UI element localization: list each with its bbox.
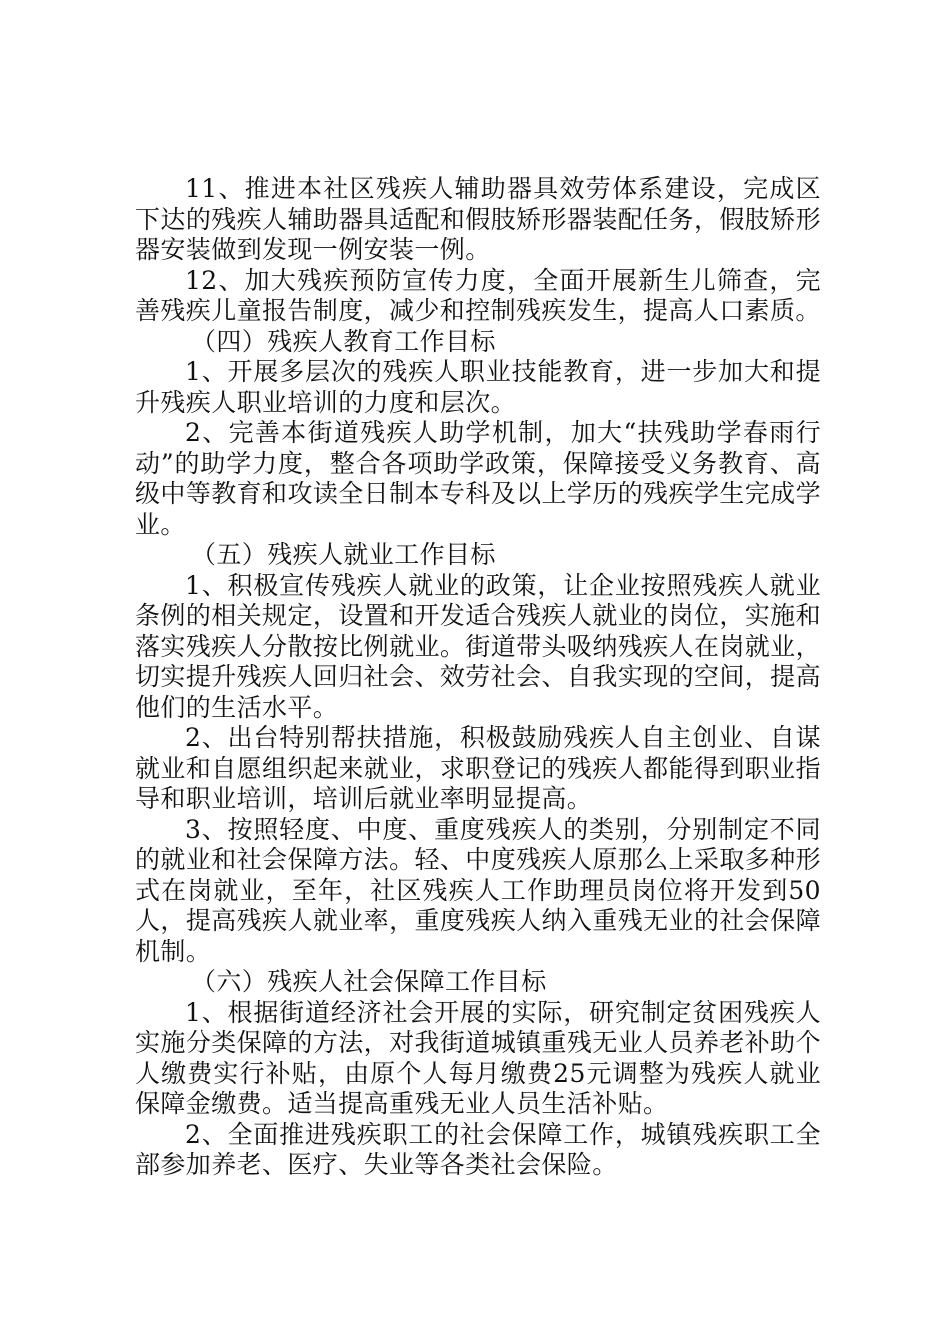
document-body bbox=[135, 174, 821, 1181]
paragraph-item-12: 12、加大残疾预防宣传力度，全面开展新生儿筛查，完善残疾儿童报告制度，减少和控制残疾发生，提高人口素质。 bbox=[135, 265, 821, 325]
paragraph-employment-1: 1、积极宣传残疾人就业的政策，让企业按照残疾人就业条例的相关规定，设置和开发适合残疾人就业的岗位，实施和落实残疾人分散按比例就业。街道带头吸纳残疾人在岗就业，切实提升残疾人回归社会、效劳社会、自我实现的空间，提高他们的生活水平。 bbox=[135, 570, 821, 722]
paragraph-item-11: 11、推进本社区残疾人辅助器具效劳体系建设，完成区下达的残疾人辅助器具适配和假肢矫形器装配任务，假肢矫形器安装做到发现一例安装一例。 bbox=[135, 174, 821, 264]
paragraph-employment-2: 2、出台特别帮扶措施，积极鼓励残疾人自主创业、自谋就业和自愿组织起来就业，求职登记的残疾人都能得到职业指导和职业培训，培训后就业率明显提高。 bbox=[135, 723, 821, 813]
paragraph-education-1: 1、开展多层次的残疾人职业技能教育，进一步加大和提升残疾人职业培训的力度和层次。 bbox=[135, 357, 821, 417]
paragraph-social-security-2: 2、全面推进残疾职工的社会保障工作，城镇残疾职工全部参加养老、医疗、失业等各类社会保险。 bbox=[135, 1119, 821, 1179]
paragraph-education-2: 2、完善本街道残疾人助学机制，加大“扶残助学春雨行动”的助学力度，整合各项助学政策，保障接受义务教育、高级中等教育和攻读全日制本专科及以上学历的残疾学生完成学业。 bbox=[135, 418, 821, 539]
paragraph-employment-3: 3、按照轻度、中度、重度残疾人的类别，分别制定不同的就业和社会保障方法。轻、中度残疾人原那么上采取多种形式在岗就业，至年，社区残疾人工作助理员岗位将开发到50人，提高残疾人就业率，重度残疾人纳入重残无业的社会保障机制。 bbox=[135, 814, 821, 966]
paragraph-social-security-1: 1、根据街道经济社会开展的实际，研究制定贫困残疾人实施分类保障的方法，对我街道城镇重残无业人员养老补助个人缴费实行补贴，由原个人每月缴费25元调整为残疾人就业保障金缴费。适当提高重残无业人员生活补贴。 bbox=[135, 997, 821, 1118]
section-heading-social-security: （六）残疾人社会保障工作目标 bbox=[191, 967, 547, 996]
section-heading-education: （四）残疾人教育工作目标 bbox=[191, 326, 496, 356]
section-heading-employment: （五）残疾人就业工作目标 bbox=[191, 540, 496, 569]
